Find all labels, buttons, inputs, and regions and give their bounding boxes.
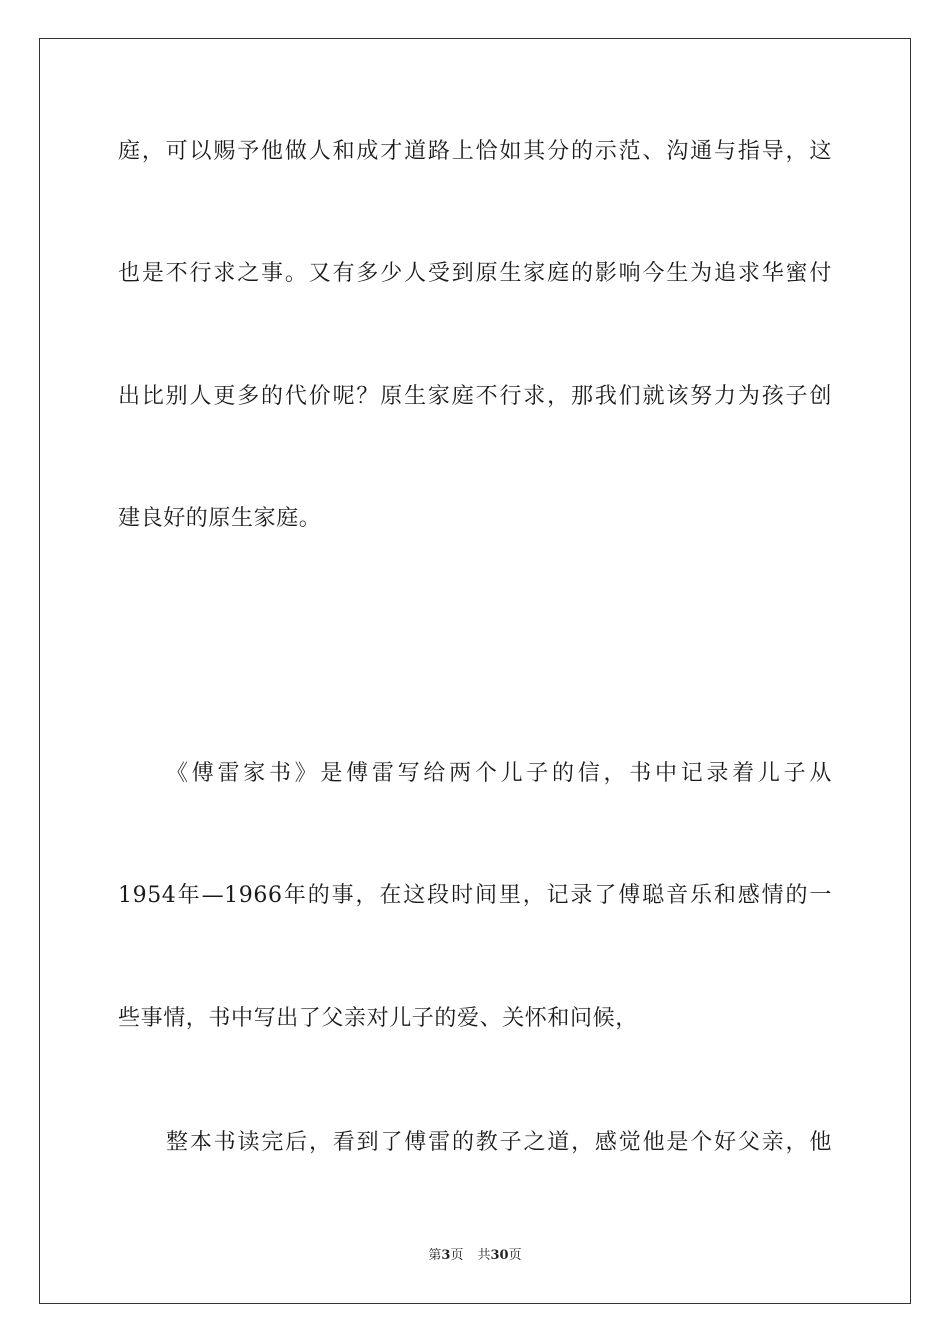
paragraph-1-line-2: 也是不行求之事。又有多少人受到原生家庭的影响今生为追求华蜜付 <box>118 261 832 286</box>
paragraph-2-line-1: 《傅雷家书》是傅雷写给两个儿子的信，书中记录着儿子从 <box>166 761 832 786</box>
footer-page-suffix: 页 <box>450 1248 464 1263</box>
paragraph-2-line-3: 些事情，书中写出了父亲对儿子的爱、关怀和问候， <box>118 1006 638 1031</box>
page-border <box>39 38 911 1304</box>
paragraph-1-line-3: 出比别人更多的代价呢？原生家庭不行求，那我们就该努力为孩子创 <box>118 384 832 409</box>
footer-page-prefix: 第 <box>428 1248 442 1263</box>
footer-total-prefix: 共 <box>477 1248 491 1263</box>
paragraph-1-line-4: 建良好的原生家庭。 <box>118 506 322 531</box>
page-footer <box>0 1247 950 1265</box>
footer-page-number: 3 <box>441 1248 451 1263</box>
paragraph-1-line-1: 庭，可以赐予他做人和成才道路上恰如其分的示范、沟通与指导，这 <box>118 139 832 164</box>
footer-total-suffix: 页 <box>508 1248 522 1263</box>
paragraph-2-line-2: 1954年—1966年的事，在这段时间里，记录了傅聪音乐和感情的一 <box>118 883 832 908</box>
footer-total-pages: 30 <box>490 1248 509 1263</box>
paragraph-3-line-1: 整本书读完后，看到了傅雷的教子之道，感觉他是个好父亲，他 <box>166 1130 832 1155</box>
